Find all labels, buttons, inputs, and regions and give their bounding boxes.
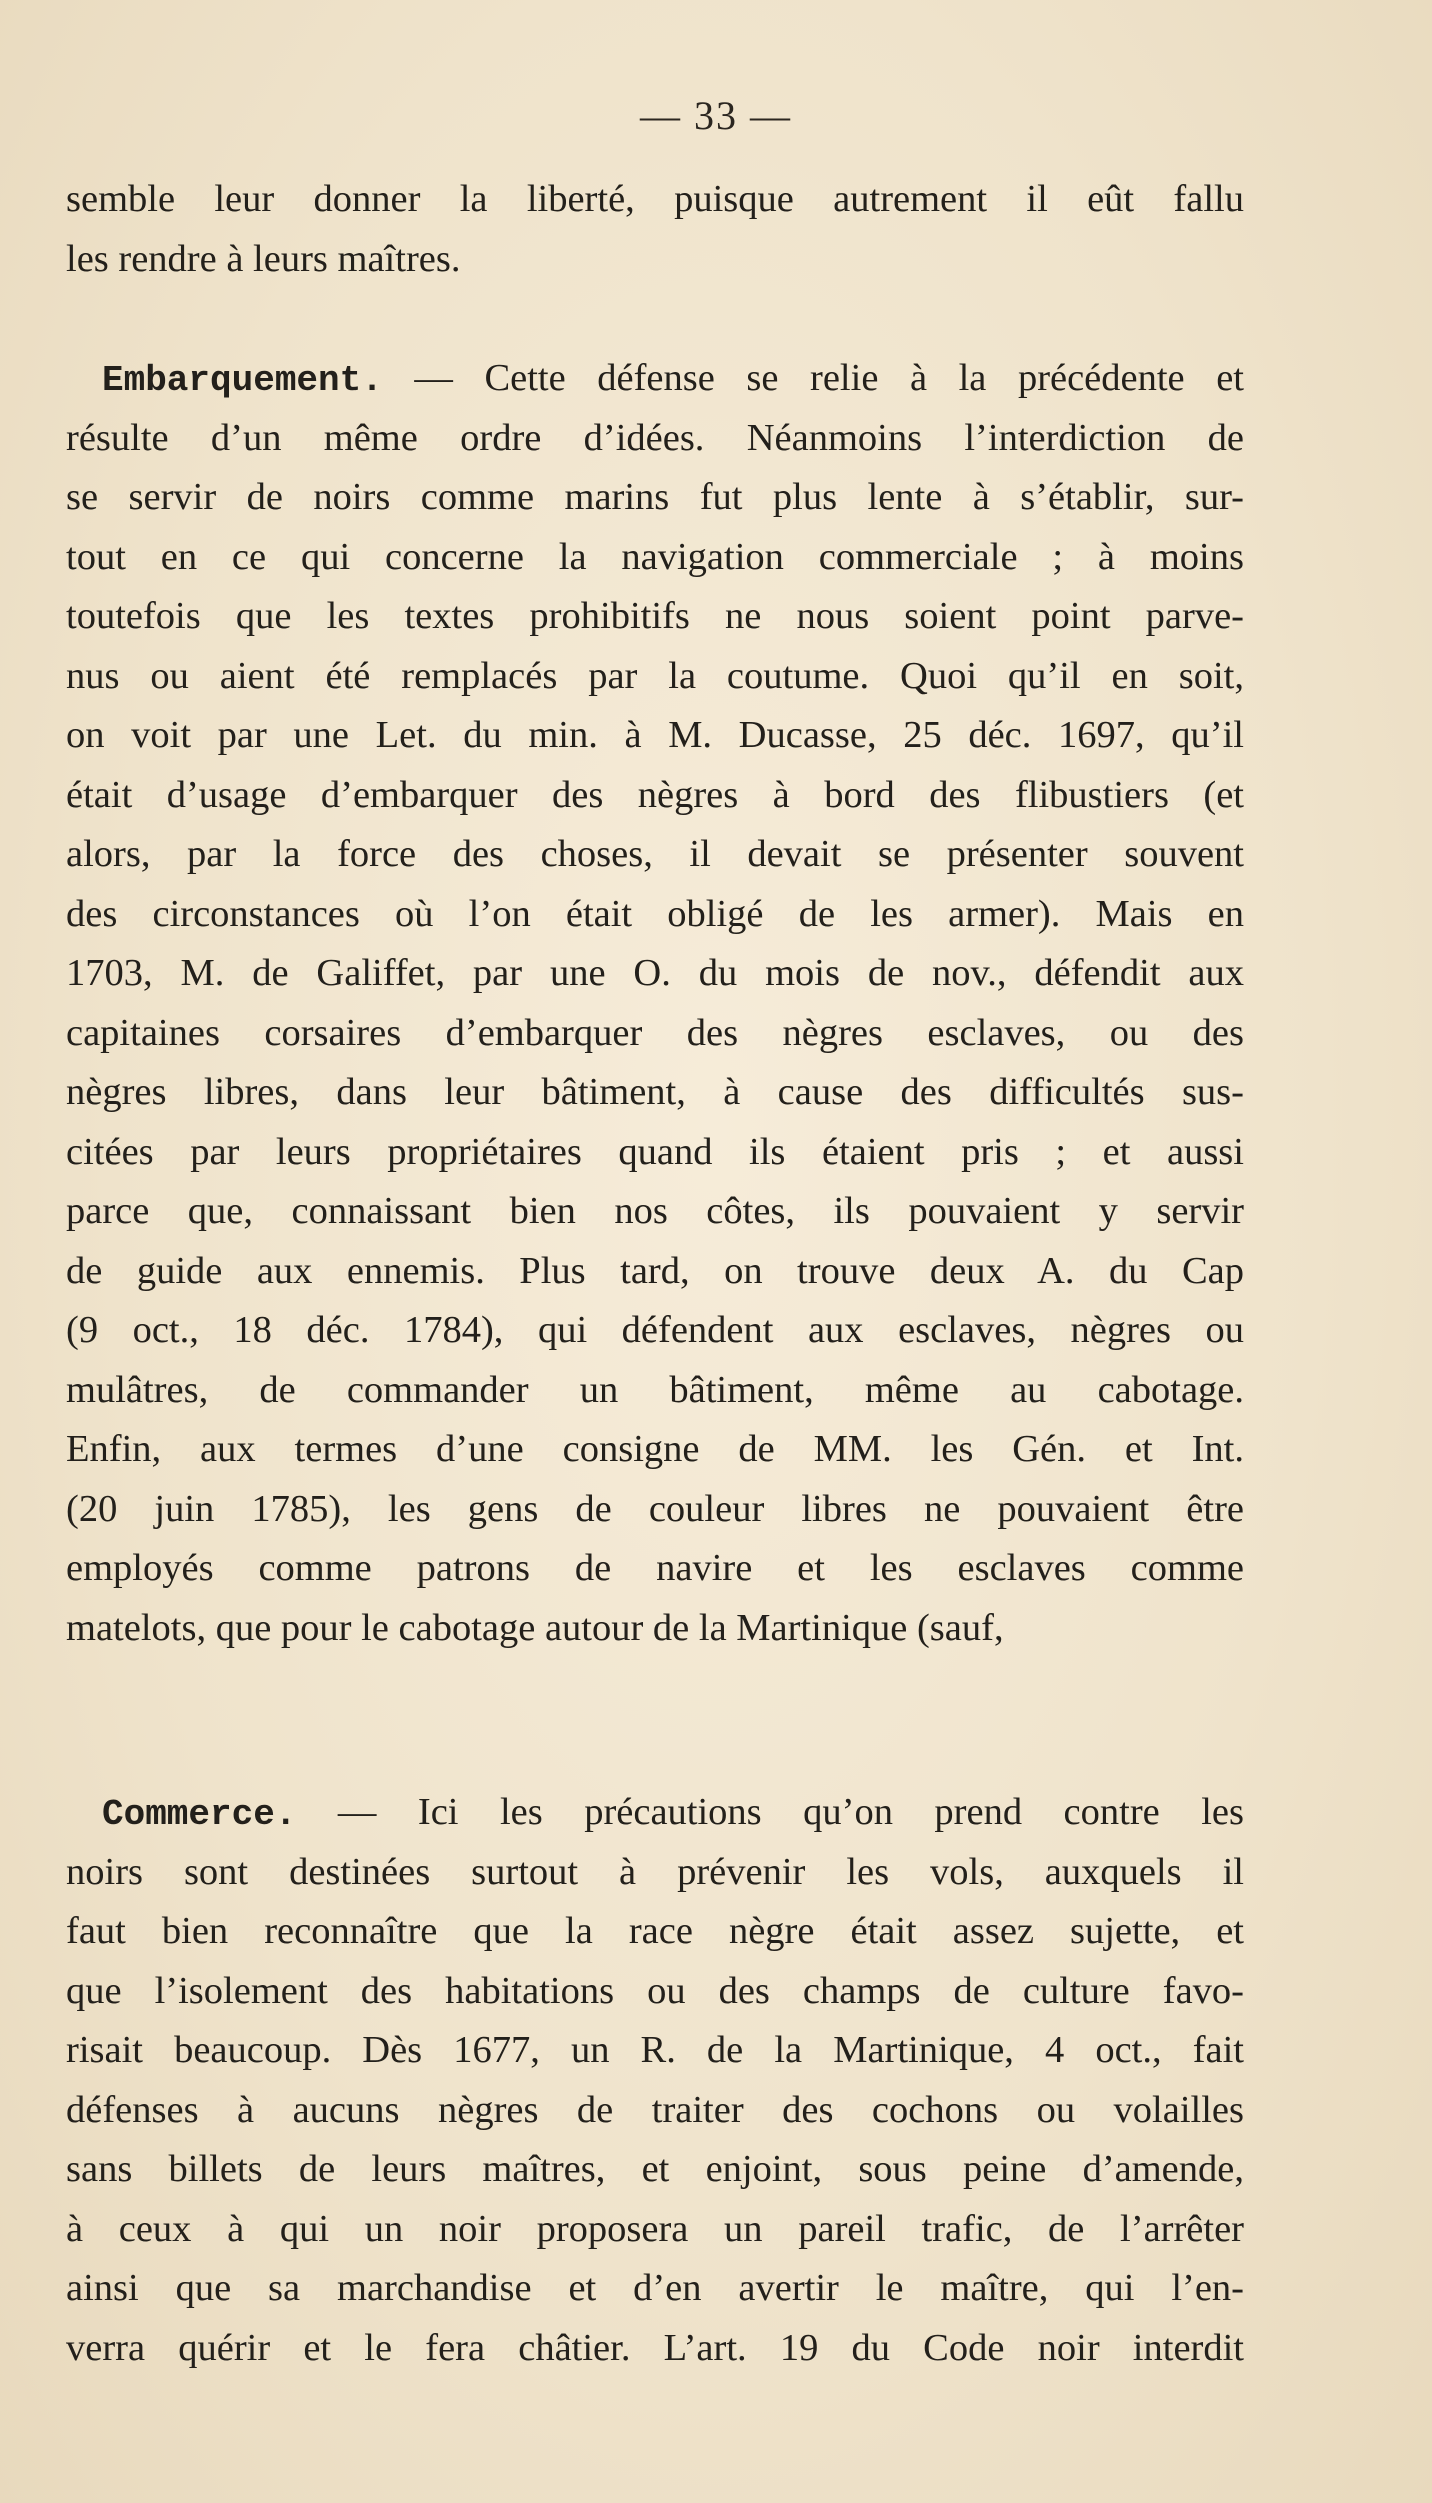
text-line: citées par leurs propriétaires quand ils étaient pris ; et aussi [66, 1130, 1244, 1173]
text-line: alors, par la force des choses, il devait se présenter souvent [66, 833, 1244, 875]
text-line: noirs sont destinées surtout à prévenir les vols, auxquels il [66, 1850, 1244, 1893]
paragraph-continuation [66, 170, 1244, 289]
paragraph-commerce [66, 1783, 1244, 2378]
text-line: on voit par une Let. du min. à M. Ducasse, 25 déc. 1697, qu’il [66, 714, 1244, 756]
text-line: matelots, que pour le cabotage autour de la Martinique (sauf, [66, 1606, 1004, 1649]
text-line: se servir de noirs comme marins fut plus lente à s’établir, sur- [66, 476, 1244, 518]
text-line: faut bien reconnaître que la race nègre était assez sujette, et [66, 1910, 1244, 1952]
text-line: verra quérir et le fera châtier. L’art. 19 du Code noir interdit [66, 2326, 1244, 2369]
text-line: (9 oct., 18 déc. 1784), qui défendent aux esclaves, nègres ou [66, 1309, 1244, 1351]
text-line: à ceux à qui un noir proposera un pareil trafic, de l’arrêter [66, 2207, 1244, 2250]
text-line: de guide aux ennemis. Plus tard, on trouve deux A. du Cap [66, 1249, 1244, 1292]
text-line: 1703, M. de Galiffet, par une O. du mois de nov., défendit aux [66, 952, 1244, 994]
page-number: — 33 — [640, 93, 792, 138]
text-line: parce que, connaissant bien nos côtes, ils pouvaient y servir [66, 1190, 1244, 1232]
text-line: défenses à aucuns nègres de traiter des cochons ou volailles [66, 2088, 1244, 2131]
text-line: des circonstances où l’on était obligé de les armer). Mais en [66, 892, 1244, 935]
text-line: capitaines corsaires d’embarquer des nègres esclaves, ou des [66, 1011, 1244, 1054]
text-line: que l’isolement des habitations ou des champs de culture favo- [66, 1969, 1244, 2012]
text-line: était d’usage d’embarquer des nègres à bord des flibustiers (et [66, 773, 1244, 816]
text-line: résulte d’un même ordre d’idées. Néanmoins l’interdiction de [66, 416, 1244, 459]
text-line: nus ou aient été remplacés par la coutume. Quoi qu’il en soit, [66, 654, 1244, 697]
text-line: ainsi que sa marchandise et d’en avertir le maître, qui l’en- [66, 2267, 1244, 2309]
paragraph-embarquement [66, 349, 1244, 1658]
text-line: employés comme patrons de navire et les esclaves comme [66, 1547, 1244, 1589]
text-line: risait beaucoup. Dès 1677, un R. de la Martinique, 4 oct., fait [66, 2029, 1244, 2071]
text-line: (20 juin 1785), les gens de couleur libres ne pouvaient être [66, 1487, 1244, 1530]
text-line: toutefois que les textes prohibitifs ne nous soient point parve- [66, 595, 1244, 637]
text-line: semble leur donner la liberté, puisque autrement il eût fallu [66, 178, 1244, 220]
text-line: Enfin, aux termes d’une consigne de MM. les Gén. et Int. [66, 1428, 1244, 1470]
text-line: les rendre à leurs maîtres. [66, 237, 461, 280]
text-line: tout en ce qui concerne la navigation commerciale ; à moins [66, 535, 1244, 578]
section-heading-commerce: Commerce. [102, 1794, 297, 1835]
text-line: sans billets de leurs maîtres, et enjoint, sous peine d’amende, [66, 2148, 1244, 2190]
text-fragment: — Ici les précautions qu’on prend contre les [296, 1791, 1244, 1833]
text-line: nègres libres, dans leur bâtiment, à cause des difficultés sus- [66, 1071, 1244, 1113]
section-heading-embarquement: Embarquement. [102, 360, 383, 401]
text-fragment: — Cette défense se relie à la précédente et [382, 357, 1244, 399]
text-line [66, 1783, 1244, 1843]
text-line: mulâtres, de commander un bâtiment, même au cabotage. [66, 1368, 1244, 1411]
text-line [66, 349, 1244, 409]
